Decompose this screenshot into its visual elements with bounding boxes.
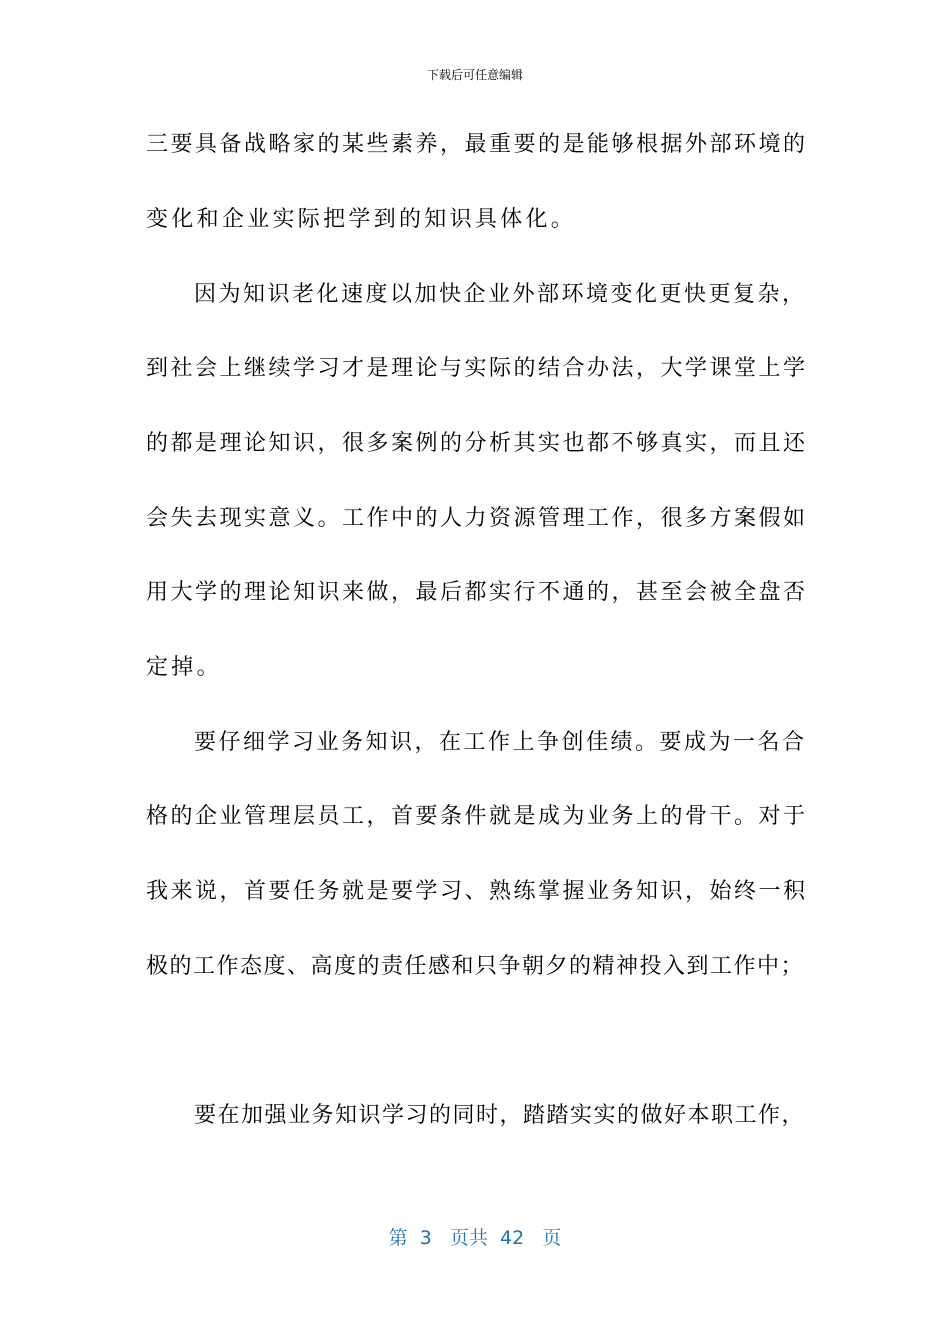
text-line: 变化和企业实际把学到的知识具体化。 [146, 207, 577, 232]
text-line: 定掉。 [146, 655, 222, 680]
text-line: 会失去现实意义。工作中的人力资源管理工作，很多方案假如 [146, 506, 808, 531]
paragraph-start-line: 要在加强业务知识学习的同时，踏踏实实的做好本职工作， [194, 1103, 806, 1128]
text-line: 到社会上继续学习才是理论与实际的结合办法，大学课堂上学 [146, 356, 808, 381]
text-line: 的都是理论知识，很多案例的分析其实也都不够真实，而且还 [146, 431, 808, 456]
text-line: 格的企业管理层员工，首要条件就是成为业务上的骨干。对于 [146, 804, 808, 829]
paragraph-start-line: 要仔细学习业务知识，在工作上争创佳绩。要成为一名合 [194, 730, 807, 755]
text-line: 我来说，首要任务就是要学习、熟练掌握业务知识，始终一积 [146, 879, 808, 904]
text-line: 用大学的理论知识来做，最后都实行不通的，甚至会被全盘否 [146, 580, 808, 605]
page-header: 下载后可任意编辑 [426, 68, 523, 82]
text-line: 极的工作态度、高度的责任感和只争朝夕的精神投入到工作中； [146, 954, 805, 979]
page-number-footer: 第 3 页共 42 页 [388, 1227, 562, 1249]
paragraph-start-line: 因为知识老化速度以加快企业外部环境变化更快更复杂， [194, 282, 807, 307]
text-line: 三要具备战略家的某些素养，最重要的是能够根据外部环境的 [146, 132, 808, 157]
